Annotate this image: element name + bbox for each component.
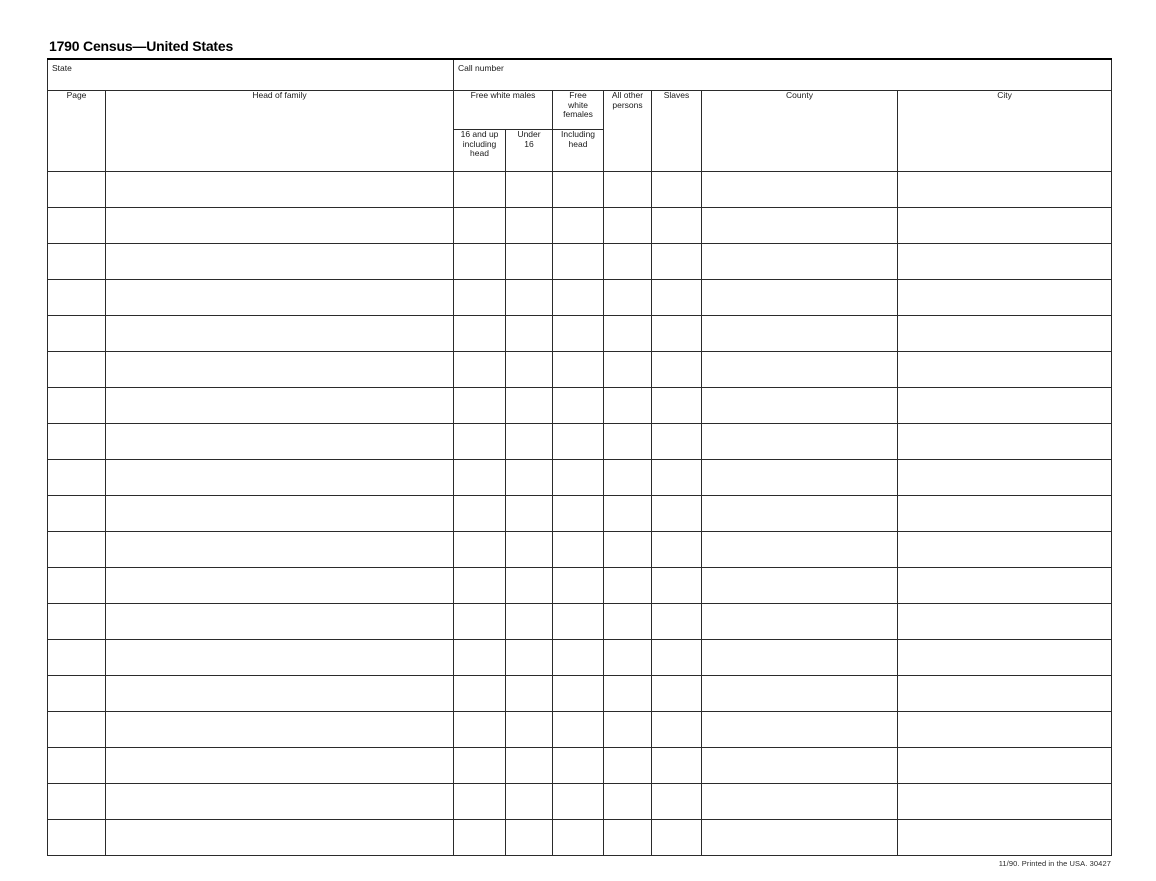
cell-county[interactable] [702, 316, 898, 352]
cell-page[interactable] [48, 316, 106, 352]
cell-county[interactable] [702, 712, 898, 748]
header-head-of-family-label: Head of family [252, 90, 307, 100]
cell-males-16-up[interactable] [454, 316, 506, 352]
cell-page[interactable] [48, 748, 106, 784]
header-all-other-persons-line2: persons [612, 99, 643, 110]
cell-males-under-16[interactable] [506, 316, 553, 352]
header-females-including-head-line1: Including [561, 129, 596, 140]
cell-males-under-16[interactable] [506, 388, 553, 424]
cell-all-other[interactable] [604, 352, 652, 388]
page-title: 1790 Census—United States [49, 38, 234, 54]
cell-page[interactable] [48, 676, 106, 712]
cell-males-16-up[interactable] [454, 172, 506, 208]
cell-males-16-up[interactable] [454, 424, 506, 460]
cell-slaves[interactable] [652, 640, 702, 676]
cell-county[interactable] [702, 244, 898, 280]
cell-females[interactable] [553, 172, 604, 208]
cell-slaves[interactable] [652, 316, 702, 352]
cell-females[interactable] [553, 748, 604, 784]
cell-females[interactable] [553, 568, 604, 604]
cell-slaves[interactable] [652, 208, 702, 244]
table-row [48, 172, 1112, 208]
cell-page[interactable] [48, 604, 106, 640]
cell-slaves[interactable] [652, 388, 702, 424]
cell-females[interactable] [553, 820, 604, 856]
call-number-field[interactable] [454, 59, 1112, 91]
header-all-other-persons [604, 91, 652, 172]
cell-city[interactable] [898, 820, 1112, 856]
cell-slaves[interactable] [652, 676, 702, 712]
header-free-white-females-line2: white [568, 99, 588, 110]
cell-city[interactable] [898, 244, 1112, 280]
cell-females[interactable] [553, 244, 604, 280]
cell-males-under-16[interactable] [506, 424, 553, 460]
cell-head-of-family[interactable] [106, 280, 454, 316]
state-label: State [52, 63, 72, 73]
cell-city[interactable] [898, 784, 1112, 820]
cell-all-other[interactable] [604, 532, 652, 568]
cell-county[interactable] [702, 748, 898, 784]
table-row [48, 784, 1112, 820]
cell-females[interactable] [553, 784, 604, 820]
cell-slaves[interactable] [652, 820, 702, 856]
cell-page[interactable] [48, 280, 106, 316]
cell-all-other[interactable] [604, 424, 652, 460]
cell-head-of-family[interactable] [106, 532, 454, 568]
cell-males-under-16[interactable] [506, 604, 553, 640]
cell-females[interactable] [553, 352, 604, 388]
cell-page[interactable] [48, 568, 106, 604]
table-row [48, 460, 1112, 496]
table-row [48, 748, 1112, 784]
cell-slaves[interactable] [652, 748, 702, 784]
cell-males-16-up[interactable] [454, 532, 506, 568]
cell-all-other[interactable] [604, 244, 652, 280]
header-county-label: County [786, 90, 813, 100]
cell-city[interactable] [898, 424, 1112, 460]
cell-males-16-up[interactable] [454, 244, 506, 280]
cell-city[interactable] [898, 208, 1112, 244]
table-row [48, 208, 1112, 244]
cell-males-under-16[interactable] [506, 784, 553, 820]
cell-all-other[interactable] [604, 316, 652, 352]
cell-county[interactable] [702, 208, 898, 244]
header-free-white-males-group [454, 91, 553, 130]
cell-slaves[interactable] [652, 532, 702, 568]
cell-males-16-up[interactable] [454, 676, 506, 712]
cell-county[interactable] [702, 820, 898, 856]
cell-head-of-family[interactable] [106, 676, 454, 712]
table-row [48, 568, 1112, 604]
cell-slaves[interactable] [652, 460, 702, 496]
cell-males-16-up[interactable] [454, 784, 506, 820]
cell-county[interactable] [702, 280, 898, 316]
cell-males-16-up[interactable] [454, 496, 506, 532]
table-row [48, 640, 1112, 676]
call-number-label: Call number [458, 63, 504, 73]
cell-slaves[interactable] [652, 496, 702, 532]
cell-page[interactable] [48, 532, 106, 568]
header-females-including-head [553, 130, 604, 172]
cell-males-under-16[interactable] [506, 208, 553, 244]
cell-all-other[interactable] [604, 820, 652, 856]
cell-page[interactable] [48, 172, 106, 208]
cell-head-of-family[interactable] [106, 604, 454, 640]
cell-page[interactable] [48, 496, 106, 532]
cell-county[interactable] [702, 388, 898, 424]
cell-males-under-16[interactable] [506, 676, 553, 712]
cell-page[interactable] [48, 244, 106, 280]
cell-head-of-family[interactable] [106, 712, 454, 748]
header-county [702, 91, 898, 172]
cell-head-of-family[interactable] [106, 640, 454, 676]
state-field[interactable] [48, 59, 454, 91]
cell-head-of-family[interactable] [106, 208, 454, 244]
header-males-16-and-up-line1: 16 and up [460, 129, 499, 140]
cell-all-other[interactable] [604, 460, 652, 496]
table-row [48, 496, 1112, 532]
cell-females[interactable] [553, 676, 604, 712]
header-all-other-persons-line1: All other [611, 90, 644, 100]
header-slaves-label: Slaves [663, 90, 690, 100]
cell-county[interactable] [702, 676, 898, 712]
cell-males-16-up[interactable] [454, 388, 506, 424]
cell-head-of-family[interactable] [106, 388, 454, 424]
cell-page[interactable] [48, 424, 106, 460]
cell-females[interactable] [553, 604, 604, 640]
cell-all-other[interactable] [604, 568, 652, 604]
table-row [48, 316, 1112, 352]
header-page [48, 91, 106, 172]
cell-males-under-16[interactable] [506, 280, 553, 316]
cell-city[interactable] [898, 172, 1112, 208]
cell-males-under-16[interactable] [506, 172, 553, 208]
cell-city[interactable] [898, 460, 1112, 496]
cell-page[interactable] [48, 460, 106, 496]
header-free-white-females-group [553, 91, 604, 130]
cell-page[interactable] [48, 640, 106, 676]
cell-all-other[interactable] [604, 496, 652, 532]
cell-all-other[interactable] [604, 280, 652, 316]
cell-all-other[interactable] [604, 748, 652, 784]
header-city [898, 91, 1112, 172]
cell-males-16-up[interactable] [454, 748, 506, 784]
cell-head-of-family[interactable] [106, 172, 454, 208]
cell-city[interactable] [898, 748, 1112, 784]
cell-slaves[interactable] [652, 784, 702, 820]
header-males-under-16 [506, 130, 553, 172]
cell-city[interactable] [898, 388, 1112, 424]
cell-slaves[interactable] [652, 604, 702, 640]
cell-all-other[interactable] [604, 784, 652, 820]
cell-head-of-family[interactable] [106, 316, 454, 352]
cell-males-16-up[interactable] [454, 208, 506, 244]
cell-males-under-16[interactable] [506, 352, 553, 388]
cell-county[interactable] [702, 424, 898, 460]
cell-males-under-16[interactable] [506, 748, 553, 784]
cell-females[interactable] [553, 532, 604, 568]
cell-page[interactable] [48, 784, 106, 820]
cell-males-16-up[interactable] [454, 460, 506, 496]
header-males-16-and-up [454, 130, 506, 172]
cell-head-of-family[interactable] [106, 820, 454, 856]
cell-males-16-up[interactable] [454, 280, 506, 316]
cell-county[interactable] [702, 640, 898, 676]
header-page-label: Page [66, 90, 87, 100]
cell-males-under-16[interactable] [506, 532, 553, 568]
cell-head-of-family[interactable] [106, 352, 454, 388]
cell-males-16-up[interactable] [454, 820, 506, 856]
header-free-white-females-line1: Free [569, 90, 587, 100]
cell-females[interactable] [553, 712, 604, 748]
cell-females[interactable] [553, 388, 604, 424]
cell-slaves[interactable] [652, 424, 702, 460]
table-row [48, 424, 1112, 460]
cell-females[interactable] [553, 496, 604, 532]
cell-page[interactable] [48, 388, 106, 424]
cell-head-of-family[interactable] [106, 424, 454, 460]
cell-city[interactable] [898, 532, 1112, 568]
cell-county[interactable] [702, 352, 898, 388]
cell-county[interactable] [702, 172, 898, 208]
census-table [47, 58, 1112, 856]
cell-males-16-up[interactable] [454, 640, 506, 676]
cell-males-under-16[interactable] [506, 640, 553, 676]
cell-all-other[interactable] [604, 676, 652, 712]
cell-all-other[interactable] [604, 712, 652, 748]
table-row [48, 676, 1112, 712]
cell-males-under-16[interactable] [506, 568, 553, 604]
cell-county[interactable] [702, 784, 898, 820]
cell-city[interactable] [898, 568, 1112, 604]
cell-county[interactable] [702, 532, 898, 568]
table-row [48, 244, 1112, 280]
cell-males-under-16[interactable] [506, 820, 553, 856]
cell-head-of-family[interactable] [106, 748, 454, 784]
header-city-label: City [997, 90, 1012, 100]
cell-county[interactable] [702, 604, 898, 640]
header-males-16-and-up-line2: including [462, 138, 497, 149]
info-row [48, 59, 1112, 91]
cell-city[interactable] [898, 316, 1112, 352]
cell-males-under-16[interactable] [506, 244, 553, 280]
cell-females[interactable] [553, 424, 604, 460]
cell-city[interactable] [898, 676, 1112, 712]
cell-all-other[interactable] [604, 388, 652, 424]
header-head-of-family [106, 91, 454, 172]
header-males-under-16-line2: 16 [524, 138, 534, 149]
cell-males-under-16[interactable] [506, 496, 553, 532]
cell-city[interactable] [898, 712, 1112, 748]
cell-county[interactable] [702, 496, 898, 532]
cell-males-16-up[interactable] [454, 604, 506, 640]
cell-males-under-16[interactable] [506, 460, 553, 496]
cell-city[interactable] [898, 280, 1112, 316]
cell-females[interactable] [553, 316, 604, 352]
table-row [48, 604, 1112, 640]
cell-page[interactable] [48, 208, 106, 244]
cell-slaves[interactable] [652, 172, 702, 208]
cell-all-other[interactable] [604, 172, 652, 208]
cell-females[interactable] [553, 640, 604, 676]
printing-note: 11/90. Printed in the USA. 30427 [998, 859, 1111, 868]
cell-all-other[interactable] [604, 604, 652, 640]
cell-head-of-family[interactable] [106, 784, 454, 820]
header-males-under-16-line1: Under [517, 129, 541, 140]
table-row [48, 280, 1112, 316]
header-males-16-and-up-line3: head [470, 148, 489, 159]
cell-females[interactable] [553, 460, 604, 496]
cell-head-of-family[interactable] [106, 460, 454, 496]
table-row [48, 532, 1112, 568]
cell-county[interactable] [702, 568, 898, 604]
table-row [48, 712, 1112, 748]
header-free-white-females-line3: females [563, 109, 593, 119]
cell-slaves[interactable] [652, 280, 702, 316]
cell-males-under-16[interactable] [506, 712, 553, 748]
cell-slaves[interactable] [652, 352, 702, 388]
header-row-group [48, 91, 1112, 130]
cell-all-other[interactable] [604, 640, 652, 676]
census-form-sheet [47, 38, 1111, 868]
cell-head-of-family[interactable] [106, 568, 454, 604]
cell-page[interactable] [48, 352, 106, 388]
header-slaves [652, 91, 702, 172]
cell-city[interactable] [898, 352, 1112, 388]
cell-slaves[interactable] [652, 568, 702, 604]
cell-males-16-up[interactable] [454, 568, 506, 604]
cell-females[interactable] [553, 208, 604, 244]
cell-slaves[interactable] [652, 244, 702, 280]
cell-page[interactable] [48, 820, 106, 856]
cell-males-16-up[interactable] [454, 352, 506, 388]
cell-females[interactable] [553, 280, 604, 316]
table-row [48, 388, 1112, 424]
table-row [48, 352, 1112, 388]
header-females-including-head-line2: head [568, 138, 588, 149]
cell-city[interactable] [898, 496, 1112, 532]
cell-city[interactable] [898, 604, 1112, 640]
cell-city[interactable] [898, 640, 1112, 676]
table-row [48, 820, 1112, 856]
cell-slaves[interactable] [652, 712, 702, 748]
cell-head-of-family[interactable] [106, 244, 454, 280]
header-free-white-males-group-label: Free white males [470, 90, 536, 100]
cell-page[interactable] [48, 712, 106, 748]
cell-males-16-up[interactable] [454, 712, 506, 748]
cell-all-other[interactable] [604, 208, 652, 244]
cell-head-of-family[interactable] [106, 496, 454, 532]
cell-county[interactable] [702, 460, 898, 496]
